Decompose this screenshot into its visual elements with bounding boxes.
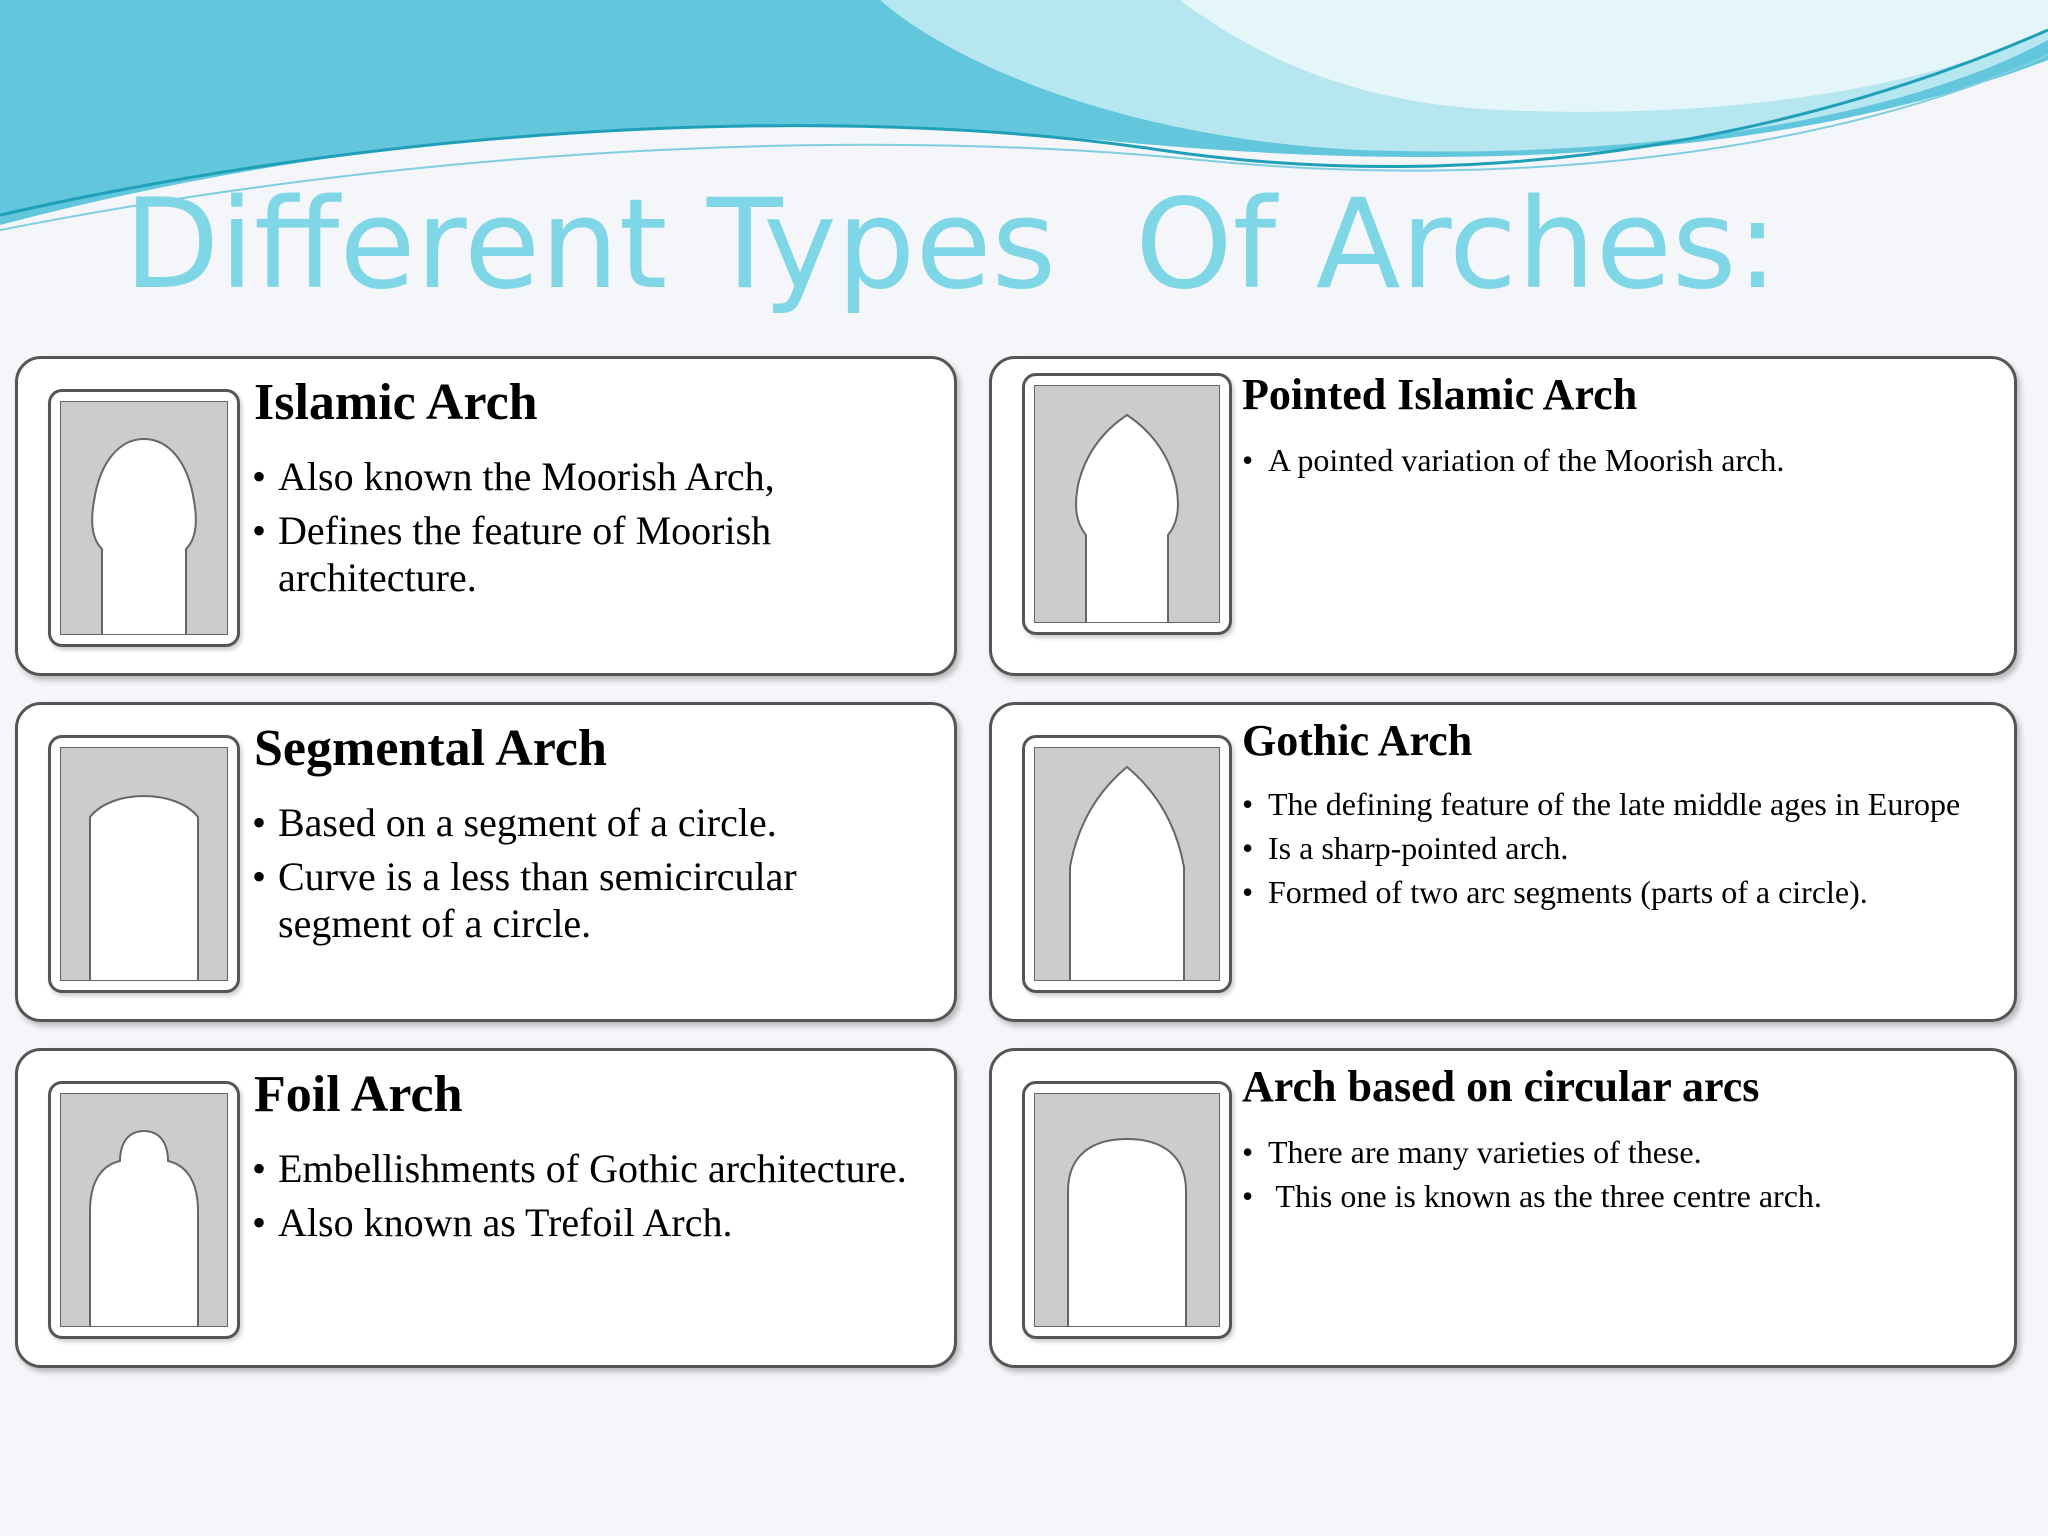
card-foil-arch [15, 1048, 957, 1368]
card-pointed-islamic-arch [989, 356, 2017, 676]
gothic-arch-icon [1034, 747, 1220, 981]
bullet-item: • There are many varieties of these. [1242, 1133, 2002, 1171]
bullet-item: • Based on a segment of a circle. [252, 799, 932, 846]
bullet-item: • This one is known as the three centre arch. [1242, 1177, 2002, 1215]
card-thumbnail [1022, 373, 1232, 635]
card-thumbnail [48, 389, 240, 647]
bullet-item: • A pointed variation of the Moorish arch. [1242, 441, 1992, 479]
islamic-arch-icon [60, 401, 228, 635]
bullet-item: • Formed of two arc segments (parts of a circle). [1242, 873, 2002, 911]
card-title: Pointed Islamic Arch [1242, 370, 1638, 419]
card-thumbnail [48, 735, 240, 993]
bullet-item: • Is a sharp-pointed arch. [1242, 829, 2002, 867]
card-thumbnail [48, 1081, 240, 1339]
pointed-islamic-arch-icon [1034, 385, 1220, 623]
card-bullets [1242, 785, 2002, 917]
card-title: Foil Arch [254, 1066, 463, 1123]
card-bullets [252, 1145, 932, 1253]
card-title: Segmental Arch [254, 720, 607, 777]
bullet-item: • Embellishments of Gothic architecture. [252, 1145, 932, 1192]
segmental-arch-icon [60, 747, 228, 981]
page-title: Different Types Of Arches: [124, 173, 1779, 317]
bullet-item: • Also known the Moorish Arch, [252, 453, 932, 500]
card-gothic-arch [989, 702, 2017, 1022]
three-centre-arch-icon [1034, 1093, 1220, 1327]
card-thumbnail [1022, 735, 1232, 993]
bullet-item: • Also known as Trefoil Arch. [252, 1199, 932, 1246]
card-islamic-arch [15, 356, 957, 676]
foil-arch-icon [60, 1093, 228, 1327]
card-bullets [252, 453, 932, 608]
bullet-item: • The defining feature of the late middle ages in Europe [1242, 785, 2002, 823]
bullet-item: • Defines the feature of Moorish architecture. [252, 507, 932, 601]
card-thumbnail [1022, 1081, 1232, 1339]
card-three-centre-arch [989, 1048, 2017, 1368]
card-title: Arch based on circular arcs [1242, 1062, 1760, 1111]
card-segmental-arch [15, 702, 957, 1022]
card-bullets [1242, 1133, 2002, 1221]
card-title: Islamic Arch [254, 374, 538, 431]
card-title: Gothic Arch [1242, 716, 1473, 765]
card-bullets [1242, 441, 1992, 485]
bullet-item: • Curve is a less than semicircular segment of a circle. [252, 853, 932, 947]
card-bullets [252, 799, 932, 954]
